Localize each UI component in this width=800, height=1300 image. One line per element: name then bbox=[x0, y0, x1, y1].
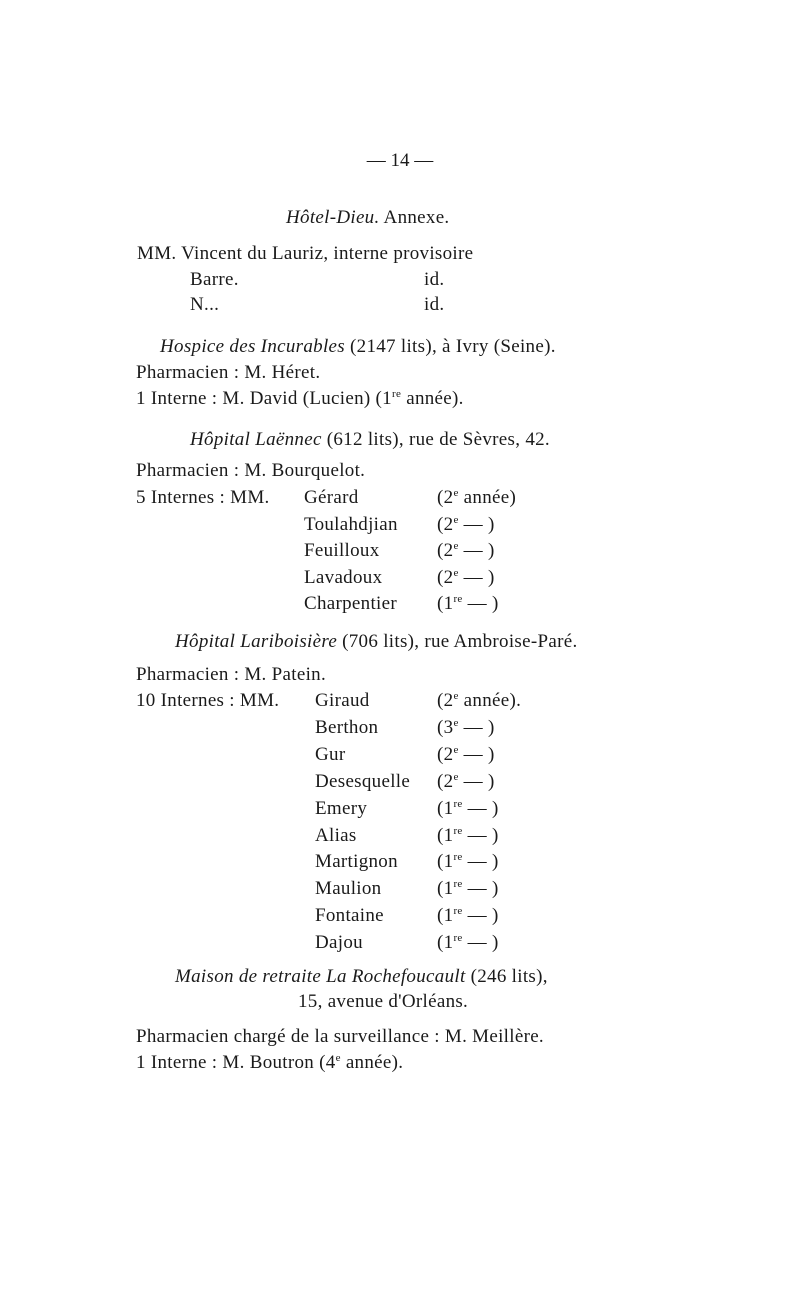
lariboisiere-rest: (706 lits), rue Ambroise-Paré. bbox=[342, 631, 578, 652]
laennec-internes-label: 5 Internes : MM. bbox=[136, 487, 270, 508]
interne-year-sup: e bbox=[453, 770, 459, 783]
interne-year-open: (2 bbox=[437, 566, 454, 588]
interne-year-sup: e bbox=[453, 743, 459, 756]
hotel-dieu-name: Hôtel-Dieu. bbox=[286, 207, 380, 228]
interne-name: Martignon bbox=[315, 851, 398, 873]
interne-year-sup: re bbox=[453, 797, 463, 810]
interne-year bbox=[437, 690, 521, 712]
interne-year-sup: re bbox=[453, 593, 463, 605]
lariboisiere-internes-label: 10 Internes : MM. bbox=[136, 690, 280, 711]
incurables-name: Hospice des Incurables bbox=[160, 336, 345, 357]
section-heading-incurables bbox=[160, 336, 556, 358]
interne-year-sup: re bbox=[453, 824, 463, 837]
interne-year-sup: e bbox=[453, 487, 459, 499]
interne-year bbox=[437, 717, 495, 739]
interne-year-open: (1 bbox=[437, 797, 454, 819]
interne-year-sup: re bbox=[453, 878, 463, 891]
lariboisiere-name: Hôpital Lariboisière bbox=[175, 631, 338, 652]
interne-year-open: (1 bbox=[437, 593, 454, 614]
interne-year-tail: — ) bbox=[458, 716, 495, 738]
interne-year bbox=[437, 771, 495, 793]
section-heading-lariboisiere bbox=[175, 631, 578, 653]
interne-year bbox=[437, 540, 495, 562]
interne-year bbox=[437, 932, 499, 954]
page-number: — 14 — bbox=[366, 150, 434, 171]
interne-name: Berthon bbox=[315, 716, 379, 738]
hotel-dieu-id-2: id. bbox=[424, 294, 445, 315]
interne-year bbox=[437, 851, 499, 873]
interne-name: Feuilloux bbox=[304, 540, 380, 561]
interne-year bbox=[437, 905, 499, 927]
interne-year-tail: — ) bbox=[462, 824, 499, 846]
interne-year-sup: e bbox=[453, 566, 459, 579]
interne-year-tail: — ) bbox=[462, 851, 499, 873]
interne-year-tail: — ) bbox=[462, 932, 499, 954]
rochefoucault-name: Maison de retraite La Rochefoucault bbox=[175, 966, 466, 987]
hotel-dieu-n: N... bbox=[190, 294, 220, 315]
interne-year-tail: — ) bbox=[462, 797, 499, 819]
rochefoucault-rest: (246 lits), bbox=[470, 966, 548, 987]
interne-year bbox=[437, 798, 499, 820]
incurables-interne-text: 1 Interne : M. David (Lucien) (1 bbox=[136, 388, 392, 409]
rochefoucault-pharmacien: Pharmacien chargé de la surveillance : M. Meillère. bbox=[136, 1026, 544, 1047]
laennec-name: Hôpital Laënnec bbox=[190, 429, 322, 450]
interne-name: Gur bbox=[315, 743, 346, 765]
interne-year-sup: re bbox=[453, 905, 463, 918]
laennec-pharmacien: Pharmacien : M. Bourquelot. bbox=[136, 460, 366, 481]
incurables-pharmacien: Pharmacien : M. Héret. bbox=[136, 362, 321, 383]
interne-year bbox=[437, 514, 495, 536]
interne-year-open: (1 bbox=[437, 824, 454, 846]
interne-year-open: (3 bbox=[437, 716, 454, 738]
interne-year bbox=[437, 593, 499, 615]
rochefoucault-address: 15, avenue d'Orléans. bbox=[298, 991, 469, 1012]
interne-year-open: (2 bbox=[437, 690, 454, 711]
interne-name: Charpentier bbox=[304, 593, 397, 614]
interne-year-open: (2 bbox=[437, 513, 454, 535]
interne-year-open: (1 bbox=[437, 851, 454, 873]
interne-year-sup: e bbox=[453, 690, 459, 702]
section-heading-rochefoucault bbox=[175, 966, 548, 988]
interne-year-tail: — ) bbox=[462, 593, 499, 614]
hotel-dieu-id-1: id. bbox=[424, 269, 445, 290]
interne-year bbox=[437, 567, 495, 589]
interne-year-sup: re bbox=[453, 932, 463, 945]
interne-name: Lavadoux bbox=[304, 566, 383, 588]
interne-year-tail: année) bbox=[458, 487, 517, 508]
interne-year-open: (1 bbox=[437, 905, 454, 927]
interne-year-tail: — ) bbox=[462, 878, 499, 900]
incurables-interne-sup: re bbox=[392, 388, 402, 400]
interne-year-sup: re bbox=[453, 851, 463, 864]
interne-name: Desesquelle bbox=[315, 770, 411, 792]
lariboisiere-pharmacien: Pharmacien : M. Patein. bbox=[136, 664, 326, 685]
hotel-dieu-barre: Barre. bbox=[190, 269, 239, 290]
laennec-rest: (612 lits), rue de Sèvres, 42. bbox=[326, 429, 550, 450]
section-heading-hotel-dieu bbox=[286, 207, 449, 229]
interne-name: Fontaine bbox=[315, 905, 384, 927]
interne-year-open: (1 bbox=[437, 878, 454, 900]
interne-year-tail: — ) bbox=[462, 905, 499, 927]
interne-year bbox=[437, 487, 516, 509]
interne-year-open: (1 bbox=[437, 932, 454, 954]
interne-year-open: (2 bbox=[437, 770, 454, 792]
interne-year bbox=[437, 878, 499, 900]
hotel-dieu-suffix: Annexe. bbox=[383, 207, 450, 228]
interne-name: Giraud bbox=[315, 690, 370, 711]
interne-year-sup: e bbox=[453, 716, 459, 729]
interne-year-open: (2 bbox=[437, 743, 454, 765]
interne-year-tail: — ) bbox=[458, 540, 495, 561]
interne-year-tail: année). bbox=[458, 690, 522, 711]
interne-name: Toulahdjian bbox=[304, 513, 398, 535]
rochefoucault-interne-text: 1 Interne : M. Boutron (4 bbox=[136, 1052, 336, 1073]
interne-year-open: (2 bbox=[437, 540, 454, 561]
rochefoucault-interne bbox=[136, 1052, 403, 1074]
interne-year-tail: — ) bbox=[458, 566, 495, 588]
incurables-interne-tail: année). bbox=[401, 388, 464, 409]
incurables-rest: (2147 lits), à Ivry (Seine). bbox=[350, 336, 556, 357]
interne-year-tail: — ) bbox=[458, 770, 495, 792]
interne-year bbox=[437, 825, 499, 847]
interne-name: Emery bbox=[315, 797, 368, 819]
section-heading-laennec bbox=[190, 429, 550, 451]
interne-year-open: (2 bbox=[437, 487, 454, 508]
interne-name: Maulion bbox=[315, 878, 382, 900]
interne-name: Dajou bbox=[315, 932, 363, 954]
interne-year-tail: — ) bbox=[458, 513, 495, 535]
rochefoucault-interne-tail: année). bbox=[340, 1052, 404, 1073]
interne-year bbox=[437, 744, 495, 766]
interne-year-sup: e bbox=[453, 513, 459, 526]
incurables-interne bbox=[136, 388, 464, 410]
interne-name: Gérard bbox=[304, 487, 359, 508]
rochefoucault-interne-sup: e bbox=[335, 1052, 341, 1064]
interne-name: Alias bbox=[315, 824, 357, 846]
hotel-dieu-line-1: MM. Vincent du Lauriz, interne provisoire bbox=[137, 243, 474, 264]
interne-year-tail: — ) bbox=[458, 743, 495, 765]
interne-year-sup: e bbox=[453, 540, 459, 552]
